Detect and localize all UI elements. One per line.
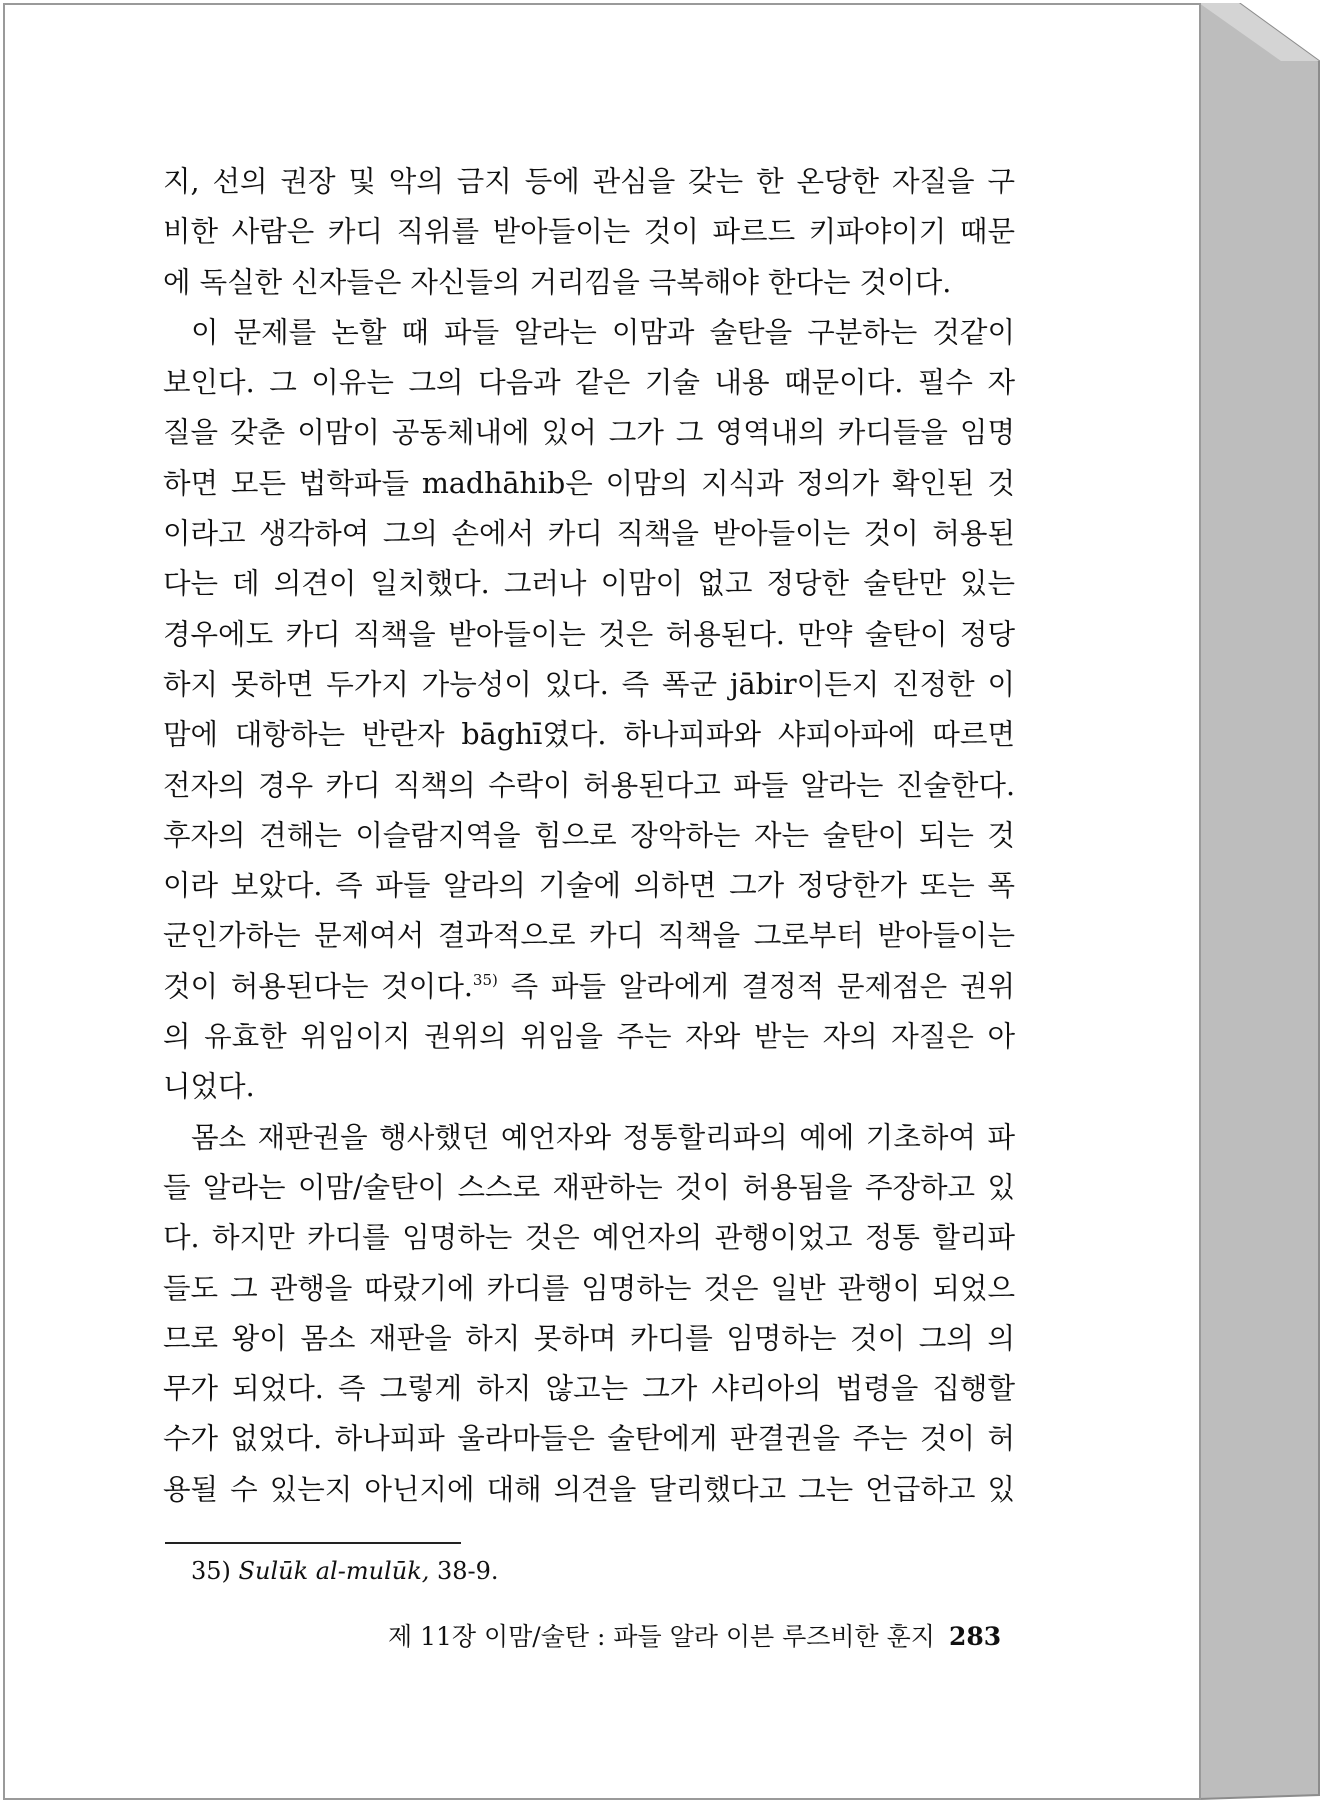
text-line: 하면 모든 법학파들 madhāhib은 이맘의 지식과 정의가 확인된 것 xyxy=(163,466,1015,500)
text-line: 용될 수 있는지 아닌지에 대해 의견을 달리했다고 그는 언급하고 있 xyxy=(163,1472,1015,1506)
text-line: 몸소 재판권을 행사했던 예언자와 정통할리파의 예에 기초하여 파 xyxy=(191,1120,1015,1154)
footnote-35 xyxy=(191,1557,499,1585)
page-number: 283 xyxy=(948,1622,1002,1651)
text-line: 지, 선의 권장 및 악의 금지 등에 관심을 갖는 한 온당한 자질을 구 xyxy=(163,165,1015,198)
paragraph-2 xyxy=(163,308,1015,1113)
text-line: 비한 사람은 카디 직위를 받아들이는 것이 파르드 키파야이기 때문 xyxy=(163,215,1015,249)
text-line: 맘에 대항하는 반란자 bāghī였다. 하나피파와 샤피아파에 따르면 xyxy=(163,718,1015,752)
book-page-stack-edge xyxy=(1199,3,1321,1800)
footnote-divider xyxy=(165,1542,461,1544)
text-line: 군인가하는 문제여서 결과적으로 카디 직책을 그로부터 받아들이는 xyxy=(163,919,1015,953)
text-line: 들도 그 관행을 따랐기에 카디를 임명하는 것은 일반 관행이 되었으 xyxy=(163,1271,1015,1305)
text-line-with-note-ref xyxy=(163,962,1015,1012)
footnote-reference[interactable]: 35) xyxy=(472,970,498,989)
text-line: 이라고 생각하여 그의 손에서 카디 직책을 받아들이는 것이 허용된 xyxy=(163,517,1015,551)
paragraph-3 xyxy=(163,1113,1015,1515)
text-line: 질을 갖춘 이맘이 공동체내에 있어 그가 그 영역내의 카디들을 임명 xyxy=(163,416,1015,450)
footnote-pages: 38-9. xyxy=(437,1557,499,1585)
text-line: 전자의 경우 카디 직책의 수락이 허용된다고 파들 알라는 진술한다. xyxy=(163,768,1015,802)
text-line: 보인다. 그 이유는 그의 다음과 같은 기술 내용 때문이다. 필수 자 xyxy=(163,366,1015,400)
text-line: 니었다. xyxy=(163,1070,255,1104)
text-line: 들 알라는 이맘/술탄이 스스로 재판하는 것이 허용됨을 주장하고 있 xyxy=(163,1170,1015,1204)
text-line: 에 독실한 신자들은 자신들의 거리낌을 극복해야 한다는 것이다. xyxy=(163,265,952,299)
footnote-source-title: Sulūk al-mulūk, xyxy=(238,1557,430,1585)
text-line: 무가 되었다. 즉 그렇게 하지 않고는 그가 샤리아의 법령을 집행할 xyxy=(163,1372,1015,1406)
paragraph-1 xyxy=(163,157,1015,308)
page-body-text xyxy=(163,157,1015,1515)
text-segment: 즉 파들 알라에게 결정적 문제점은 권위 xyxy=(497,969,1015,1003)
text-line: 이라 보았다. 즉 파들 알라의 기술에 의하면 그가 정당한가 또는 폭 xyxy=(163,869,1015,903)
text-line: 이 문제를 논할 때 파들 알라는 이맘과 술탄을 구분하는 것같이 xyxy=(191,315,1015,349)
footnote-number: 35) xyxy=(191,1557,231,1585)
text-segment: 것이 허용된다는 것이다. xyxy=(163,969,473,1003)
running-footer xyxy=(388,1617,1001,1653)
text-line: 하지 못하면 두가지 가능성이 있다. 즉 폭군 jābir이든지 진정한 이 xyxy=(163,667,1015,701)
text-line: 수가 없었다. 하나피파 울라마들은 술탄에게 판결권을 주는 것이 허 xyxy=(163,1422,1015,1456)
text-line: 므로 왕이 몸소 재판을 하지 못하며 카디를 임명하는 것이 그의 의 xyxy=(163,1321,1015,1355)
text-line: 의 유효한 위임이지 권위의 위임을 주는 자와 받는 자의 자질은 아 xyxy=(163,1020,1015,1054)
text-line: 경우에도 카디 직책을 받아들이는 것은 허용된다. 만약 술탄이 정당 xyxy=(163,617,1015,651)
text-line: 다는 데 의견이 일치했다. 그러나 이맘이 없고 정당한 술탄만 있는 xyxy=(163,567,1015,601)
text-line: 후자의 견해는 이슬람지역을 힘으로 장악하는 자는 술탄이 되는 것 xyxy=(163,818,1015,852)
chapter-running-head: 제 11장 이맘/술탄 : 파들 알라 이븐 루즈비한 훈지 xyxy=(388,1622,935,1651)
book-page xyxy=(3,3,1201,1800)
text-line: 다. 하지만 카디를 임명하는 것은 예언자의 관행이었고 정통 할리파 xyxy=(163,1221,1015,1255)
